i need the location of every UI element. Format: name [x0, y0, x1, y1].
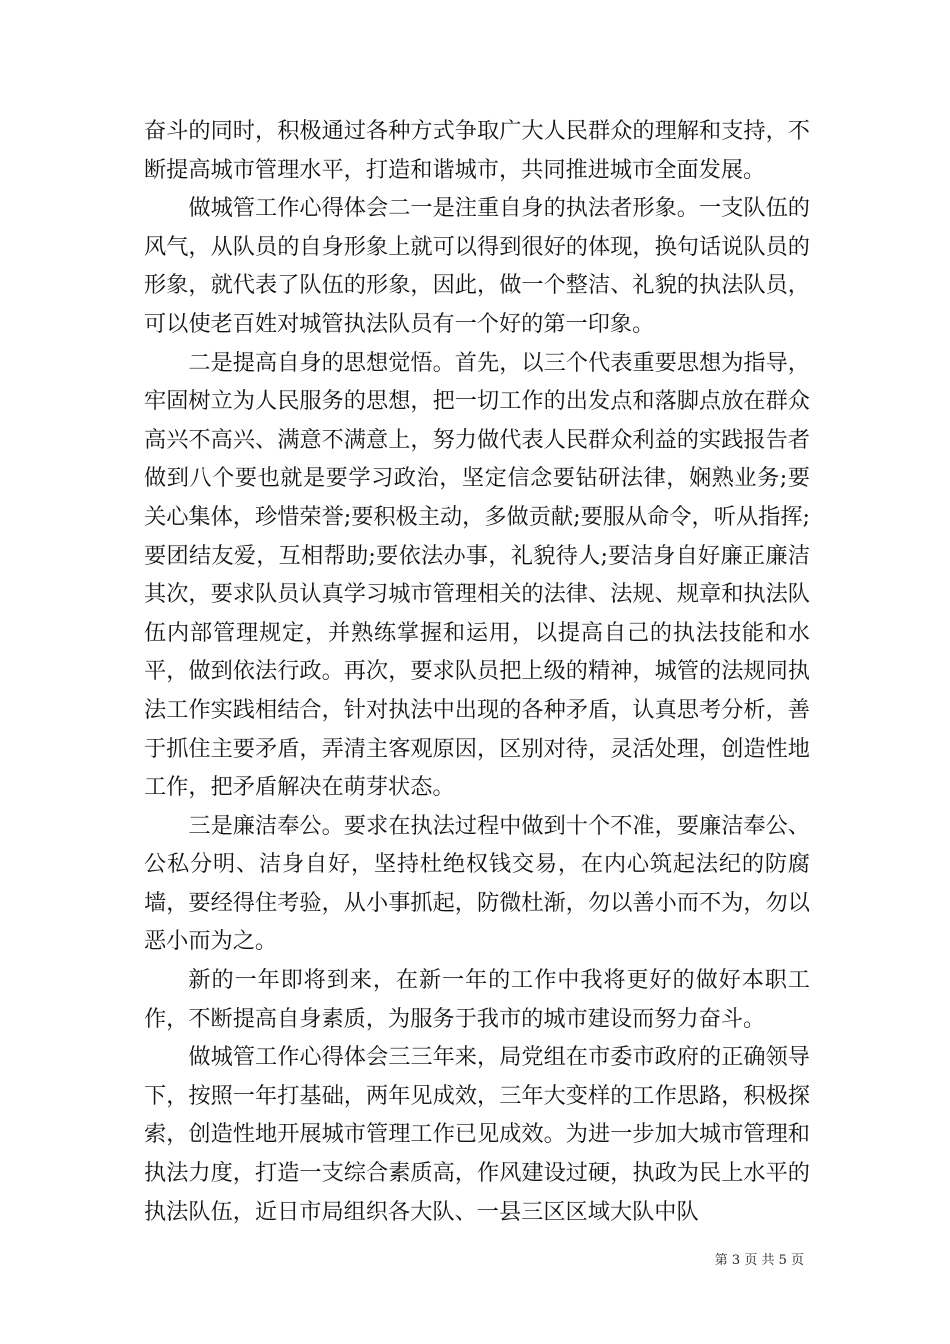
paragraph-ideological-awareness: 二是提高自身的思想觉悟。首先，以三个代表重要思想为指导，牢固树立为人民服务的思想，把一切工作的出发点和落脚点放在群众高兴不高兴、满意不满意上，努力做代表人民群众利益的实践报告者做到八个要也就是要学习政治，坚定信念要钻研法律，娴熟业务;要关心集体，珍惜荣誉;要积极主动，多做贡献;要服从命令，听从指挥;要团结友爱，互相帮助;要依法办事，礼貌待人;要洁身自好廉正廉洁其次，要求队员认真学习城市管理相关的法律、法规、规章和执法队伍内部管理规定，并熟练掌握和运用，以提高自己的执法技能和水平，做到依法行政。再次，要求队员把上级的精神，城管的法规同执法工作实践相结合，针对执法中出现的各种矛盾，认真思考分析，善于抓住主要矛盾，弄清主客观原因，区别对待，灵活处理，创造性地工作，把矛盾解决在萌芽状态。	[144, 349, 810, 801]
document-body	[144, 112, 810, 1231]
paragraph-new-year: 新的一年即将到来，在新一年的工作中我将更好的做好本职工作，不断提高自身素质，为服务于我市的城市建设而努力奋斗。	[144, 967, 810, 1032]
paragraph-integrity: 三是廉洁奉公。要求在执法过程中做到十个不准，要廉洁奉公、公私分明、洁身自好，坚持杜绝权钱交易，在内心筑起法纪的防腐墙，要经得住考验，从小事抓起，防微杜渐，勿以善小而不为，勿以恶小而为之。	[144, 812, 810, 955]
page-number-footer: 第 3 页 共 5 页	[714, 1253, 804, 1268]
paragraph-experience-two: 做城管工作心得体会二一是注重自身的执法者形象。一支队伍的风气，从队员的自身形象上就可以得到很好的体现，换句话说队员的形象，就代表了队伍的形象，因此，做一个整洁、礼貌的执法队员，可以使老百姓对城管执法队员有一个好的第一印象。	[144, 195, 810, 337]
paragraph-experience-three: 做城管工作心得体会三三年来，局党组在市委市政府的正确领导下，按照一年打基础，两年见成效，三年大变样的工作思路，积极探索，创造性地开展城市管理工作已见成效。为进一步加大城市管理和执法力度，打造一支综合素质高，作风建设过硬，执政为民上水平的执法队伍，近日市局组织各大队、一县三区区域大队中队	[144, 1044, 810, 1225]
paragraph-continuation: 奋斗的同时，积极通过各种方式争取广大人民群众的理解和支持，不断提高城市管理水平，打造和谐城市，共同推进城市全面发展。	[144, 118, 810, 183]
